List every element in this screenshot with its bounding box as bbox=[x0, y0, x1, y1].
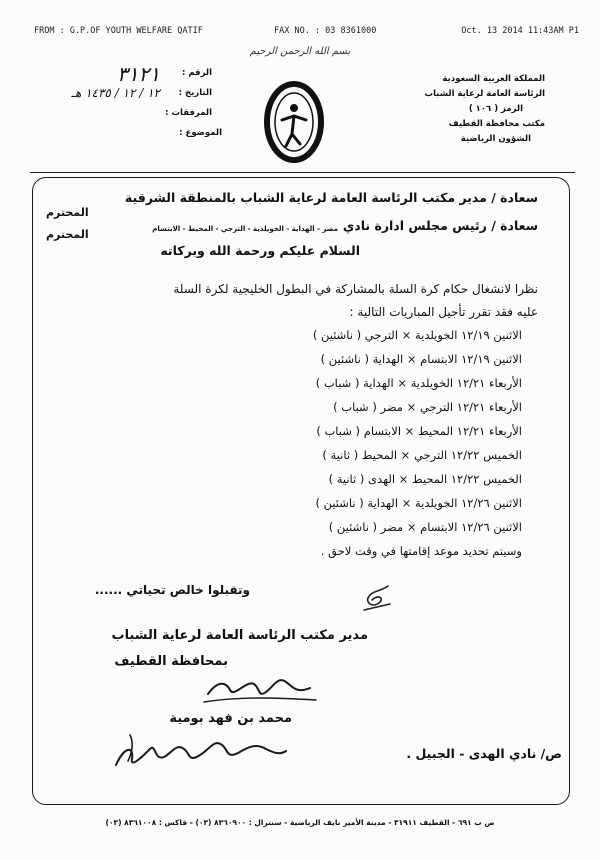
match-item: الاثنين ١٢/٢٦ الخويلدية × الهداية ( ناشئين ) bbox=[315, 496, 522, 510]
match-item: الخميس ١٢/٢٢ المحيط × الهدى ( ثانية ) bbox=[328, 472, 522, 486]
number-value: ٣١٢١ bbox=[117, 62, 160, 86]
body-paragraph-1: نظرا لانشغال حكام كرة السلة بالمشاركة في البطول الخليجية لكرة السلة bbox=[173, 282, 538, 296]
greeting: السلام عليكم ورحمة الله وبركاته bbox=[160, 243, 360, 258]
subject-label: الموضوع : bbox=[179, 128, 222, 138]
match-item: الاثنين ١٢/١٩ الخويلدية × الترجي ( ناشئين ) bbox=[312, 328, 522, 342]
date-value: ١٢ / ١٢ / ١٤٣٥ هـ bbox=[71, 86, 160, 100]
match-item: الاثنين ١٢/٢٦ الابتسام × مضر ( ناشئين ) bbox=[328, 520, 522, 534]
org-block bbox=[375, 72, 545, 147]
match-item: الخميس ١٢/٢٢ الترجي × المحيط ( ثانية ) bbox=[322, 448, 522, 462]
footer-contact: ص ب ٦٩١ - القطيف ٣١٩١١ - مدينة الأمير نايف الرياضية - سنترال : ٨٣٦٠٩٠٠ (٠٣) - فاكس : ٨٣٦١٠٠٨ (٠٣) bbox=[105, 818, 495, 827]
honorific-1: المحترم bbox=[46, 206, 89, 219]
fax-number: FAX NO. : 03 8361000 bbox=[274, 26, 377, 36]
closing-note: وسيتم تحديد موعد إقامتها في وقت لاحق . bbox=[320, 544, 522, 558]
signatory-name: محمد بن فهد بومية bbox=[169, 711, 292, 726]
org-code: الرمز ( ١٠٦ ) bbox=[468, 104, 523, 114]
addressee-2: سعادة / رئيس مجلس ادارة نادي bbox=[342, 218, 538, 233]
header-divider bbox=[30, 172, 575, 173]
fax-header bbox=[34, 26, 579, 40]
org-office: مكتب محافظة القطيف bbox=[448, 119, 545, 129]
addressee-1: سعادة / مدير مكتب الرئاسة العامة لرعاية الشباب بالمنطقة الشرقية bbox=[124, 190, 538, 205]
org-presidency: الرئاسة العامة لرعاية الشباب bbox=[424, 89, 545, 99]
youth-welfare-logo bbox=[262, 80, 326, 164]
honorific-2: المحترم bbox=[46, 228, 89, 241]
basmala: بسم الله الرحمن الرحيم bbox=[249, 46, 351, 57]
initials-mark bbox=[360, 582, 396, 614]
match-item: الاثنين ١٢/١٩ الابتسام × الهداية ( ناشئين ) bbox=[320, 352, 522, 366]
signatory-title: مدير مكتب الرئاسة العامة لرعاية الشباب bbox=[111, 628, 368, 643]
attachments-label: المرفقات : bbox=[165, 108, 212, 118]
match-item: الأربعاء ١٢/٢١ المحيط × الابتسام ( شباب ) bbox=[316, 424, 522, 438]
cc-line: ص/ نادي الهدى - الجبيل . bbox=[406, 746, 562, 761]
handwritten-signature bbox=[110, 725, 290, 777]
signature-scribble bbox=[200, 660, 320, 710]
match-item: الأربعاء ١٢/٢١ الترجي × مضر ( شباب ) bbox=[333, 400, 522, 414]
letter-frame bbox=[32, 177, 570, 805]
fax-date: Oct. 13 2014 11:43AM P1 bbox=[461, 26, 579, 36]
body-paragraph-2: عليه فقد تقرر تأجيل المباريات التالية : bbox=[349, 305, 538, 319]
number-label: الرقم : bbox=[182, 68, 212, 78]
club-list: مضر - الهداية - الخويلدية - الترجي - المحيط - الابتسام bbox=[152, 225, 338, 233]
date-label: التاريخ : bbox=[178, 88, 212, 98]
reference-block bbox=[62, 62, 222, 148]
regards-line: وتقبلوا خالص تحياتي ...... bbox=[94, 583, 250, 597]
org-kingdom: المملكة العربية السعودية bbox=[442, 74, 545, 84]
org-dept: الشؤون الرياضية bbox=[460, 134, 531, 144]
fax-from: FROM : G.P.OF YOUTH WELFARE QATIF bbox=[34, 26, 203, 36]
match-item: الأربعاء ١٢/٢١ الخويلدية × الهداية ( شباب ) bbox=[315, 376, 522, 390]
signatory-office: بمحافظة القطيف bbox=[114, 654, 228, 669]
